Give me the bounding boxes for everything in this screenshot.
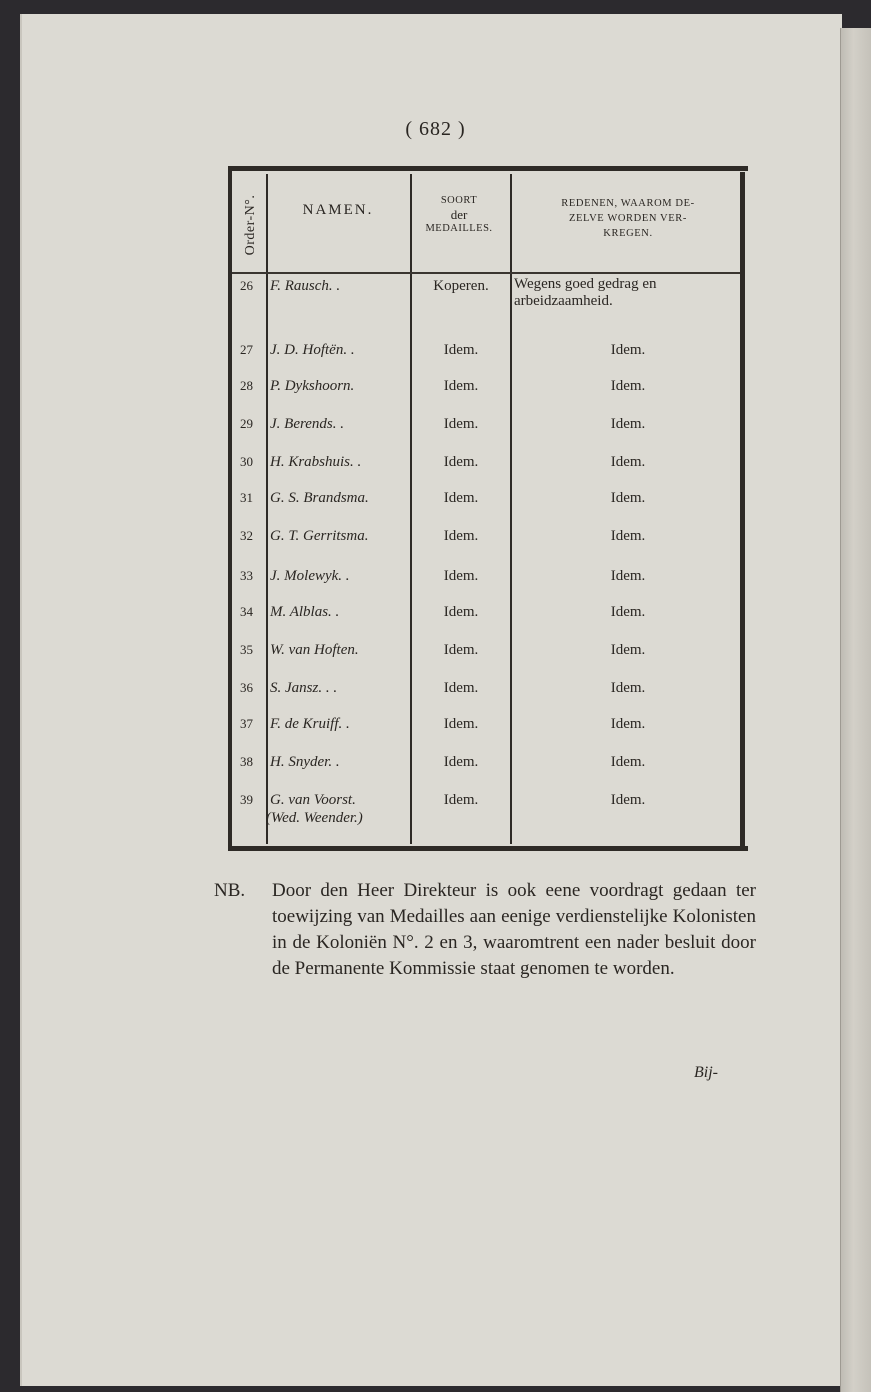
next-page-edge [840,28,871,1392]
row-reden: Idem. [610,568,646,584]
row-number: 27 [240,342,253,357]
row-name: J. Molewyk. . [270,568,350,584]
row-number: 39 [240,792,253,807]
row-name: H. Snyder. . [270,754,340,770]
row-soort: Idem. [443,342,479,358]
row-reden: Idem. [610,342,646,358]
row-name: M. Alblas. . [270,604,340,620]
row-number: 37 [240,716,253,731]
table-row [228,748,748,784]
row-name: G. T. Gerritsma. [270,528,369,544]
table-row [228,336,748,372]
row-soort: Idem. [443,454,479,470]
row-soort: Idem. [443,604,479,620]
table-row [228,522,748,558]
row-reden: Idem. [610,490,646,506]
row-soort: Koperen. [433,278,489,294]
table-row [228,562,748,598]
row-number: 34 [240,604,253,619]
row-number: 30 [240,454,253,469]
row-reden: Idem. [610,716,646,732]
table-row [228,674,748,710]
table-row [228,636,748,672]
row-name: G. S. Brandsma. [270,490,369,506]
row-name: W. van Hoften. [270,642,359,658]
row-reden: Idem. [610,378,646,394]
row-name: G. van Voorst. [270,792,356,808]
table-bottom-rule [228,846,748,851]
footnote-label: NB. [214,880,246,901]
header-soort-medailles: SOORT der MEDAILLES. [425,195,493,234]
row-soort: Idem. [443,490,479,506]
row-soort: Idem. [443,754,479,770]
row-name: F. de Kruiff. . [270,716,350,732]
medal-table [228,166,748,850]
table-row [228,410,748,446]
page-number: ( 682 ) [405,118,466,140]
row-name: J. Berends. . [270,416,345,432]
catchword: Bij- [694,1064,718,1081]
row-name: P. Dykshoorn. [270,378,355,394]
row-number: 31 [240,490,253,505]
row-number: 35 [240,642,253,657]
row-reden: Idem. [610,528,646,544]
row-number: 38 [240,754,253,769]
row-soort: Idem. [443,792,479,808]
row-soort: Idem. [443,716,479,732]
row-name: H. Krabshuis. . [270,454,362,470]
table-row [228,448,748,484]
row-number: 33 [240,568,253,583]
row-soort: Idem. [443,642,479,658]
table-row [228,484,748,520]
header-redenen: REDENEN, WAAROM DE- ZELVE WORDEN VER- KREGEN. [561,198,695,239]
table-row [228,710,748,746]
row-reden: Idem. [610,416,646,432]
table-row [228,786,748,842]
row-soort: Idem. [443,416,479,432]
table-row [228,372,748,408]
row-number: 29 [240,416,253,431]
row-number: 26 [240,278,253,293]
row-soort: Idem. [443,528,479,544]
row-reden: Idem. [610,642,646,658]
row-reden: Idem. [610,454,646,470]
header-order-no: Order-N°. [243,194,258,256]
row-soort: Idem. [443,680,479,696]
row-name: J. D. Hoftën. . [270,342,355,358]
row-name-continuation: (Wed. Weender.) [266,810,363,826]
row-number: 32 [240,528,253,543]
row-reden: Wegens goed gedrag en arbeidzaamheid. [514,276,657,309]
footnote-text: Door den Heer Direkteur is ook eene voordragt gedaan ter toewijzing van Medailles aan eenige verdienstelijke Kolonisten in de Koloniën N°. 2 en 3, waaromtrent een nader besluit door de Permanente Kommissie staat genomen te worden. [272,880,756,979]
row-soort: Idem. [443,378,479,394]
table-row [228,272,748,328]
row-name: F. Rausch. . [270,278,341,294]
header-namen: NAMEN. [302,202,374,218]
row-reden: Idem. [610,792,646,808]
row-reden: Idem. [610,680,646,696]
row-name: S. Jansz. . . [270,680,338,696]
table-top-rule [228,166,748,171]
row-reden: Idem. [610,754,646,770]
row-number: 36 [240,680,253,695]
table-row [228,598,748,634]
row-soort: Idem. [443,568,479,584]
row-number: 28 [240,378,253,393]
row-reden: Idem. [610,604,646,620]
